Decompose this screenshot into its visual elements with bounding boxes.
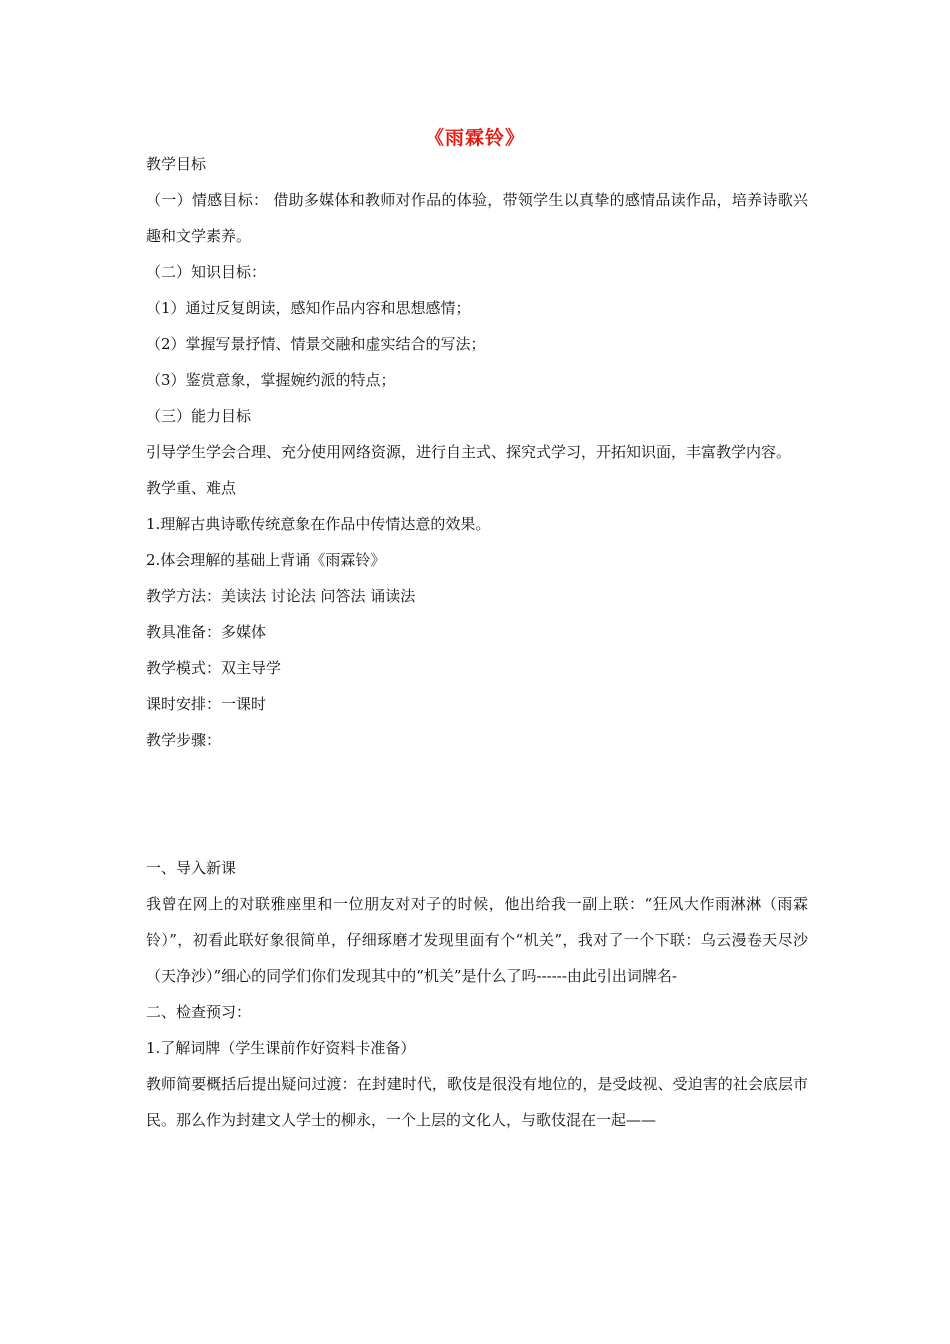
teaching-method: 教学方法：美读法 讨论法 问答法 诵读法 xyxy=(146,587,416,605)
class-hours: 课时安排：一课时 xyxy=(146,695,267,713)
intro-heading: 一、导入新课 xyxy=(146,859,237,877)
ability-goal-heading: （三）能力目标 xyxy=(146,407,252,425)
teaching-mode: 教学模式：双主导学 xyxy=(146,659,282,677)
intro-paragraph: 我曾在网上的对联雅座里和一位朋友对对子的时候，他出给我一副上联：“狂风大作雨淋淋（雨霖铃）”，初看此联好象很简单，仔细琢磨才发现里面有个“机关”，我对了一个下联：乌云漫卷天尽沙（天净沙）”细心的同学们你们发现其中的“机关”是什么了吗------由此引出词牌名- xyxy=(146,895,808,985)
knowledge-goal-item: （3）鉴赏意象，掌握婉约派的特点； xyxy=(146,371,396,389)
document-title: 《雨霖铃》 xyxy=(424,127,525,149)
difficulty-item: 1.理解古典诗歌传统意象在作品中传情达意的效果。 xyxy=(146,515,491,533)
difficulty-item: 2.体会理解的基础上背诵《雨霖铃》 xyxy=(146,551,386,569)
knowledge-goal-heading: （二）知识目标： xyxy=(146,263,267,281)
objectives-heading: 教学目标 xyxy=(146,155,207,173)
preview-heading: 二、检查预习： xyxy=(146,1003,252,1021)
emotional-goal-paragraph: （一）情感目标： 借助多媒体和教师对作品的体验，带领学生以真挚的感情品读作品，培养诗歌兴趣和文学素养。 xyxy=(146,191,808,245)
knowledge-goal-item: （1）通过反复朗读，感知作品内容和思想感情； xyxy=(146,299,471,317)
teaching-objectives-section xyxy=(146,146,808,758)
preview-item: 1.了解词牌（学生课前作好资料卡准备） xyxy=(146,1039,416,1057)
preview-paragraph: 教师简要概括后提出疑问过渡：在封建时代，歌伎是很没有地位的，是受歧视、受迫害的社会底层市民。那么作为封建文人学士的柳永，一个上层的文化人，与歌伎混在一起—— xyxy=(146,1075,808,1129)
knowledge-goal-item: （2）掌握写景抒情、情景交融和虚实结合的写法； xyxy=(146,335,486,353)
ability-goal-paragraph: 引导学生学会合理、充分使用网络资源，进行自主式、探究式学习，开拓知识面，丰富教学内容。 xyxy=(146,443,792,461)
difficulty-heading: 教学重、难点 xyxy=(146,479,237,497)
teaching-steps-section xyxy=(146,850,808,1138)
teaching-steps-heading: 教学步骤： xyxy=(146,731,222,749)
teaching-tools: 教具准备：多媒体 xyxy=(146,623,267,641)
